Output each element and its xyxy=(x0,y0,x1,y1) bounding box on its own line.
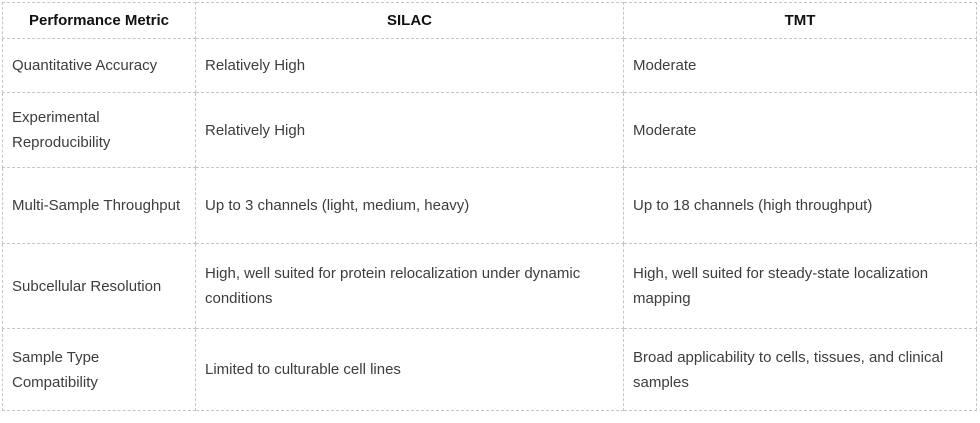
table-row-quantitative-accuracy xyxy=(3,39,977,93)
header-tmt: TMT xyxy=(624,3,977,39)
tmt-value-cell: Moderate xyxy=(624,39,977,93)
table-row-multi-sample-throughput xyxy=(3,168,977,244)
silac-value-cell: High, well suited for protein relocalization under dynamic conditions xyxy=(196,244,624,329)
header-performance-metric: Performance Metric xyxy=(3,3,196,39)
silac-value-cell: Limited to culturable cell lines xyxy=(196,329,624,411)
tmt-value-cell: Up to 18 channels (high throughput) xyxy=(624,168,977,244)
tmt-value-cell: High, well suited for steady-state localization mapping xyxy=(624,244,977,329)
metric-cell: Experimental Reproducibility xyxy=(3,93,196,168)
tmt-value-cell: Broad applicability to cells, tissues, and clinical samples xyxy=(624,329,977,411)
header-silac: SILAC xyxy=(196,3,624,39)
silac-value-cell: Relatively High xyxy=(196,93,624,168)
metric-cell: Subcellular Resolution xyxy=(3,244,196,329)
silac-value-cell: Relatively High xyxy=(196,39,624,93)
tmt-value-cell: Moderate xyxy=(624,93,977,168)
comparison-table xyxy=(2,2,977,411)
silac-value-cell: Up to 3 channels (light, medium, heavy) xyxy=(196,168,624,244)
header-row xyxy=(3,3,977,39)
table-row-sample-type-compatibility xyxy=(3,329,977,411)
metric-cell: Quantitative Accuracy xyxy=(3,39,196,93)
table-row-subcellular-resolution xyxy=(3,244,977,329)
metric-cell: Multi-Sample Throughput xyxy=(3,168,196,244)
table-row-experimental-reproducibility xyxy=(3,93,977,168)
metric-cell: Sample Type Compatibility xyxy=(3,329,196,411)
